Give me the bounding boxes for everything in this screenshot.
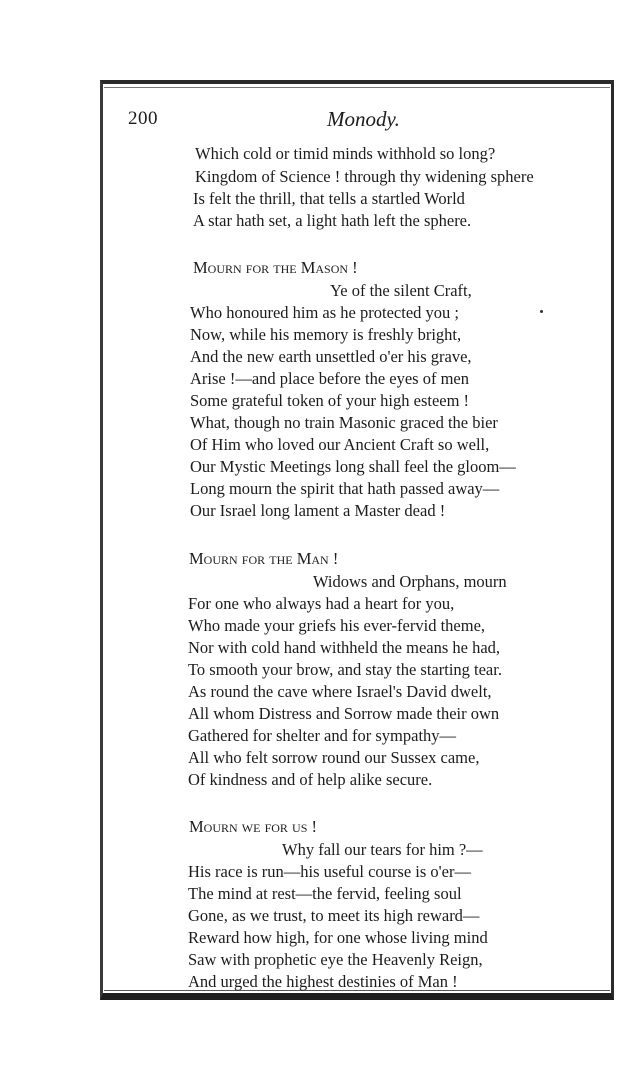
poem-line: Gone, as we trust, to meet its high reward— [188, 906, 480, 925]
poem-line: As round the cave where Israel's David dwelt, [188, 682, 492, 701]
poem-line: His race is run—his useful course is o'er— [188, 862, 471, 881]
poem-line: To smooth your brow, and stay the starting tear. [188, 660, 502, 679]
poem-line: Now, while his memory is freshly bright, [190, 325, 462, 344]
stanza-heading: Mourn for the Mason ! [193, 258, 358, 277]
poem-line: Long mourn the spirit that hath passed away— [190, 479, 500, 498]
poem-line: Who honoured him as he protected you ; [190, 303, 459, 322]
poem-line: Which cold or timid minds withhold so long? [195, 144, 496, 163]
stanza-heading: Mourn we for us ! [189, 817, 318, 836]
stanza-heading: Mourn for the Man ! [189, 549, 339, 568]
poem-line: A star hath set, a light hath left the sphere. [193, 211, 472, 230]
poem-line: All who felt sorrow round our Sussex came, [188, 748, 480, 767]
page-number: 200 [128, 108, 158, 129]
poem-line: Saw with prophetic eye the Heavenly Reign, [188, 950, 483, 969]
poem-line: And urged the highest destinies of Man ! [188, 972, 458, 991]
poem-line: Our Israel long lament a Master dead ! [190, 501, 446, 520]
poem-line: Of Him who loved our Ancient Craft so well, [190, 435, 490, 454]
poem-line: Who made your griefs his ever-fervid theme, [188, 616, 486, 635]
poem-line: And the new earth unsettled o'er his grave, [190, 347, 472, 366]
poem-line: Ye of the silent Craft, [330, 281, 472, 300]
poem-line: Widows and Orphans, mourn [313, 572, 507, 591]
poem-line: Is felt the thrill, that tells a startled World [193, 189, 465, 208]
poem-line: Of kindness and of help alike secure. [188, 770, 433, 789]
poem-line: Why fall our tears for him ?— [282, 840, 483, 859]
poem-line: Some grateful token of your high esteem ! [190, 391, 470, 410]
poem-line: For one who always had a heart for you, [188, 594, 455, 613]
poem-line: Kingdom of Science ! through thy widening sphere [195, 167, 534, 186]
poem-line: The mind at rest—the fervid, feeling soul [188, 884, 462, 903]
poem-line: All whom Distress and Sorrow made their own [188, 704, 500, 723]
running-head: Monody. [327, 107, 400, 131]
poem-line: Reward how high, for one whose living mind [188, 928, 488, 947]
poem-line: Nor with cold hand withheld the means he had, [188, 638, 501, 657]
poem-line: What, though no train Masonic graced the bier [190, 413, 498, 432]
poem-line: Arise !—and place before the eyes of men [190, 369, 470, 388]
poem-line: Our Mystic Meetings long shall feel the gloom— [190, 457, 516, 476]
poem-line: Gathered for shelter and for sympathy— [188, 726, 457, 745]
